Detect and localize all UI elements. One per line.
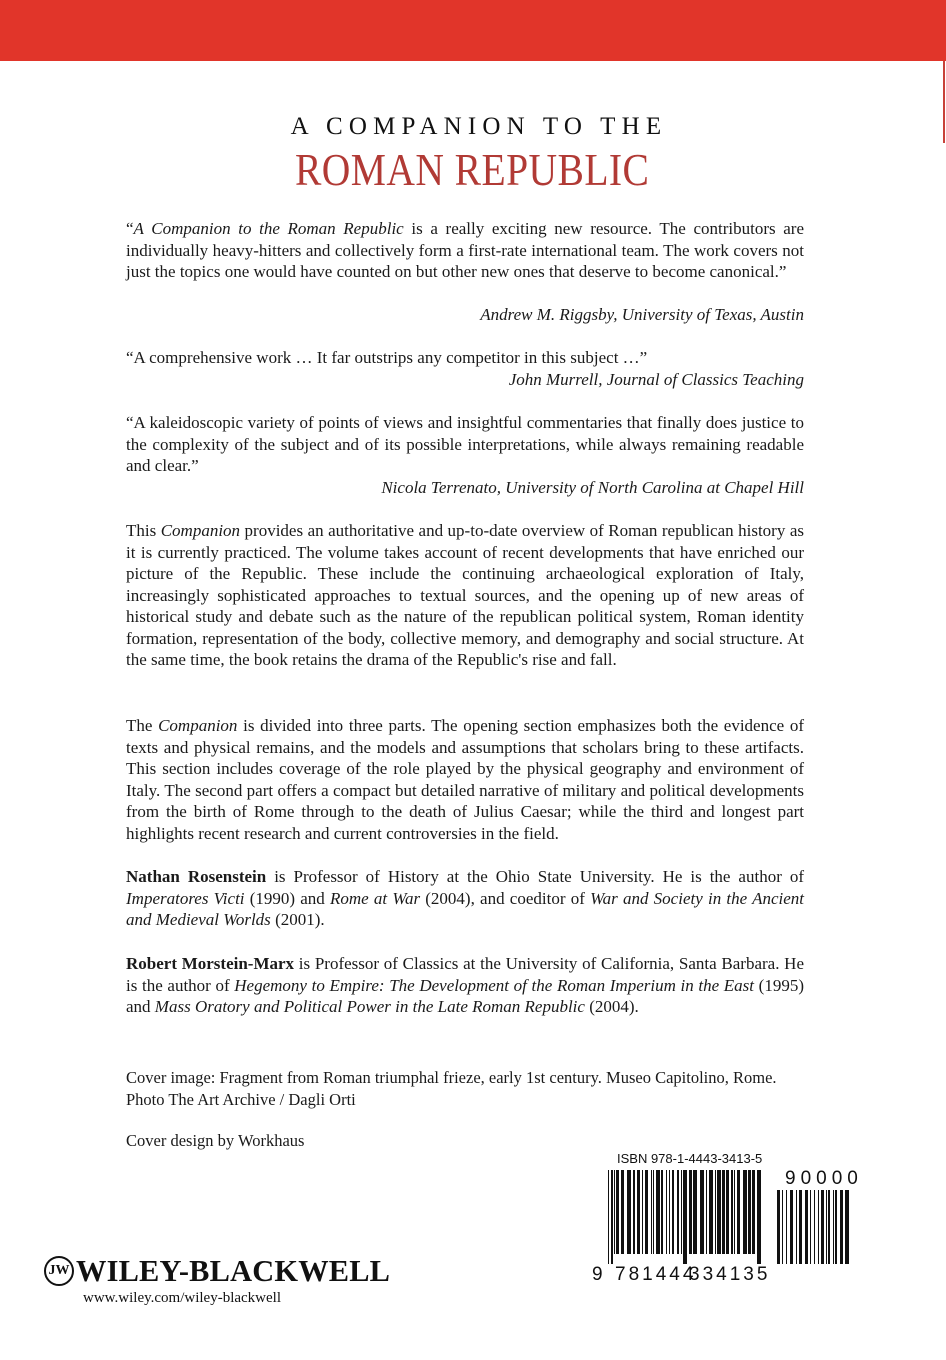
cover-image-credit-line-2: Photo The Art Archive / Dagli Orti [126,1089,356,1109]
cover-image-credit [126,1067,866,1110]
text: (2001). [270,910,325,929]
red-header-band [0,0,946,61]
barcode-bar [683,1170,687,1264]
work-title: War and Society in the Ancient and Medieval Worlds [126,888,804,929]
barcode-bar [840,1190,843,1264]
barcode-bar [627,1170,631,1254]
barcode-right-digits: 334135 [689,1264,771,1283]
barcode-bar [782,1190,783,1264]
barcode-bar [672,1170,674,1254]
work-title: Rome at War [330,888,421,908]
barcode-bar [608,1170,609,1264]
barcode-bar [731,1170,733,1254]
companion-emphasis: Companion [160,521,241,540]
work-title: Imperatores Victi [126,888,245,908]
barcode-bar [799,1190,802,1264]
description-paragraph-1 [126,520,804,671]
text: is Professor of Classics at the University of California, Santa Barbara. He is the author of [126,954,805,995]
barcode-bar [651,1170,652,1254]
barcode-bar [616,1170,619,1254]
barcode-bar [645,1170,648,1254]
barcode-bar [835,1190,837,1264]
quote-1-attribution: Andrew M. Riggsby, University of Texas, Austin [480,305,804,324]
barcode-bar [796,1190,797,1264]
author-name: Robert Morstein-Marx [126,954,295,973]
wiley-jw-seal-icon: JW [44,1256,74,1286]
barcode-bar [818,1190,819,1264]
publisher-name: WILEY-BLACKWELL [76,1253,391,1288]
quote-2: “A comprehensive work … It far outstrips any competitor in this subject …” [126,348,648,367]
barcode-bar [805,1190,808,1264]
quote-2-attribution: John Murrell, Journal of Classics Teaching [508,370,804,389]
barcode-bar [666,1170,667,1254]
barcode-bar [661,1170,663,1254]
quote-1-book-title: A Companion to the Roman Republic [133,219,404,238]
barcode-bar [814,1190,815,1264]
barcode-bar [722,1170,725,1254]
barcode-bar [734,1170,735,1254]
barcode-bar [833,1190,834,1264]
cover-design-credit: Cover design by Workhaus [126,1131,305,1150]
barcode-bar [693,1170,697,1254]
isbn-label: ISBN 978-1-4443-3413-5 [617,1151,763,1166]
description-paragraph-2 [126,715,804,844]
companion-emphasis: Companion [158,716,238,735]
author-bio-1 [126,866,804,931]
barcode-bar [611,1170,613,1264]
quote-3-attribution: Nicola Terrenato, University of North Carolina at Chapel Hill [381,478,804,497]
barcode-bar [743,1170,747,1254]
text: The [126,716,159,735]
barcode-bar [700,1170,704,1254]
barcode-bar [706,1170,707,1254]
barcode-bar [845,1190,849,1264]
barcode-bar [726,1170,729,1254]
publisher-url: www.wiley.com/wiley-blackwell [83,1290,281,1306]
text: provides an authoritative and up-to-date overview of Roman republican history as it is currently practiced. The volume takes account of recent developments that have enriched our picture of the Republic. These include the continuing archaeological exploration of Italy, increasingly sophisticated approaches to textual sources, and the opening up of new areas of historical study and debate such as the nature of the republican political system, Roman identity formation, representation of the body, collective memory, and demography and social structure. At the same time, the book retains the drama of the Republic's rise and fall. [126,521,804,669]
barcode-first-digit: 9 [592,1264,603,1283]
addon-barcode-bars [777,1190,849,1264]
author-bio-2 [126,953,804,1018]
barcode-bar [656,1170,660,1254]
barcode-bar [715,1170,716,1254]
barcode-bar [614,1170,615,1254]
work-title: Mass Oratory and Political Power in the Late Roman Republic [154,997,585,1016]
text: This [126,521,161,540]
barcode-bar [826,1190,827,1264]
barcode-bar [633,1170,635,1254]
text: is divided into three parts. The opening section emphasizes both the evidence of texts and physical remains, and the models and assumptions that scholars bring to these artifacts. This section includes coverage of the role played by the physical geography and environment of Italy. The second part offers a compact but detailed narrative of military and political developments from the birth of Rome through to the death of Julius Caesar; while the third and longest part highlights recent research and current controversies in the field. [126,716,804,843]
barcode-bar [637,1170,640,1254]
text: (2004), and coeditor of [420,888,591,908]
text: (2004). [584,997,639,1016]
work-title: Hegemony to Empire: The Development of the Roman Imperium in the East [234,975,755,995]
isbn-barcode [590,1168,870,1283]
barcode-bar [757,1170,761,1264]
barcode-bar [748,1170,751,1254]
barcode-bar [621,1170,624,1254]
quote-3: “A kaleidoscopic variety of points of views and insightful commentaries that finally does justice to the complexity of the subject and of its possible interpretations, while always remaining readable and clear.” [126,413,804,475]
barcode-bar [681,1170,682,1254]
text: (1995) and [126,975,804,1016]
open-quote: “ [126,219,134,238]
barcode-bar [653,1170,654,1254]
text: is Professor of History at the Ohio State University. He is the author of [266,867,804,886]
barcode-bar [786,1190,787,1264]
barcode-bar [790,1190,793,1264]
barcode-bar [669,1170,670,1254]
main-barcode-bars [608,1170,761,1264]
title-line-2: ROMAN REPUBLIC [294,144,650,195]
barcode-bar [737,1170,740,1254]
barcode-bar [642,1170,643,1254]
cover-image-credit-line-1: Cover image: Fragment from Roman triumphal frieze, early 1st century. Museo Capitolino, Rome. [126,1068,777,1087]
barcode-addon-digits: 90000 [785,1168,863,1189]
barcode-bar [677,1170,679,1254]
quote-1 [126,218,804,283]
barcode-bar [777,1190,780,1264]
title-line-1: A COMPANION TO THE [290,113,668,140]
barcode-left-digits: 781444 [615,1264,697,1283]
quote-1-text: is a really exciting new resource. The contributors are individually heavy-hitters and collectively form a first-rate international team. The work covers not just the topics one would have counted on but other new ones that deserve to become canonical.” [126,219,804,281]
barcode-bar [821,1190,824,1264]
barcode-bar [689,1170,692,1254]
barcode-bar [810,1190,811,1264]
barcode-bar [752,1170,755,1254]
text: (1990) and [244,888,330,908]
barcode-bar [828,1190,830,1264]
author-name: Nathan Rosenstein [126,867,267,886]
publisher-logo [44,1253,397,1289]
barcode-bar [709,1170,713,1254]
barcode-bar [717,1170,721,1254]
